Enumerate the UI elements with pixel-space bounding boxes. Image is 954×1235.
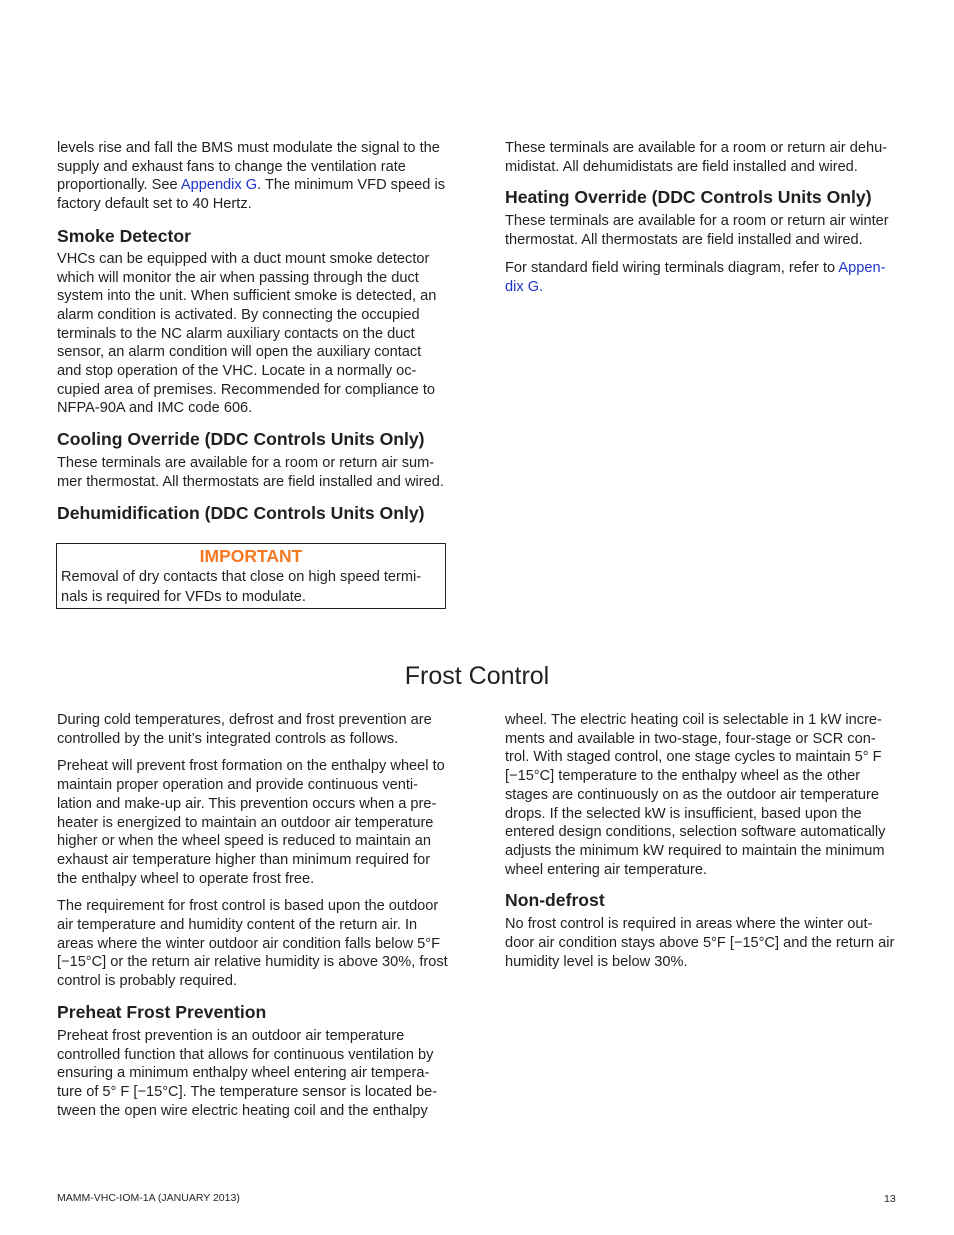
smoke-detector-heading: Smoke Detector xyxy=(57,225,191,246)
appendix-g-link-2[interactable]: Appen-dix G. xyxy=(505,259,886,295)
footer-page-number: 13 xyxy=(884,1193,896,1205)
non-defrost-text: No frost control is required in areas where the winter out-door air condition stays above 5°F [−15°C] and the return air humidity level is below 30%. xyxy=(505,916,895,970)
appendix-g-link[interactable]: Appendix G xyxy=(180,177,258,194)
vfd-paragraph: levels rise and fall the BMS must modulate the signal to the supply and exhaust fans to change the ventilation rate proportionally. See Appendix G. The minimum VFD speed is factory default set to 40 Hertz. xyxy=(57,140,446,213)
frost-control-title: Frost Control xyxy=(404,662,550,690)
important-text: Removal of dry contacts that close on high speed termi-nals is required for VFDs to modulate. xyxy=(61,569,422,605)
preheat-frost-prevention-text: Preheat frost prevention is an outdoor air temperature controlled function that allows for continuous ventilation by ensuring a minimum enthalpy wheel entering air tempera-ture of 5° F [−15°C]. The temperature sensor is located be-tween the open wire electric heating coil and the enthalpy xyxy=(57,1027,438,1119)
preheat-paragraph: Preheat will prevent frost formation on the enthalpy wheel to maintain proper operation and provide continuous venti-lation and make-up air. This prevention occurs when a pre-heater is energized to maintain an outdoor air temperature higher or when the wheel speed is reduced to maintain an exhaust air temperature higher than minimum required for the enthalpy wheel to operate frost free. xyxy=(57,758,445,887)
cooling-override-heading: Cooling Override (DDC Controls Units Only) xyxy=(57,429,425,450)
footer-document-id: MAMM-VHC-IOM-1A (JANUARY 2013) xyxy=(57,1192,240,1204)
left-column-top xyxy=(57,139,449,524)
heating-override-text: These terminals are available for a room or return air winter thermostat. All thermostats are field installed and wired. xyxy=(505,213,889,249)
cooling-override-text: These terminals are available for a room or return air sum-mer thermostat. All thermostats are field installed and wired. xyxy=(57,455,444,490)
non-defrost-heading: Non-defrost xyxy=(505,890,605,911)
frost-intro-paragraph: During cold temperatures, defrost and frost prevention are controlled by the unit’s integrated controls as follows. xyxy=(57,712,432,747)
wiring-diagram-text: For standard field wiring terminals diagram, refer to Appen-dix G. xyxy=(505,259,886,295)
smoke-detector-text: VHCs can be equipped with a duct mount smoke detector which will monitor the air when passing through the duct system into the unit. When sufficient smoke is detected, an alarm condition is activated. By connecting the occupied terminals to the NC alarm auxiliary contacts on the duct sensor, an alarm condition will open the auxiliary contact and stop operation of the VHC. Locate in a normally oc-cupied area of premises. Recommended for compliance to NFPA-90A and IMC code 606. xyxy=(57,250,437,417)
important-notice-box xyxy=(56,543,446,609)
heating-override-heading: Heating Override (DDC Controls Units Only) xyxy=(505,187,872,208)
right-column-top xyxy=(505,139,897,296)
dehumidification-heading: Dehumidification (DDC Controls Units Only) xyxy=(57,502,425,523)
left-column-frost xyxy=(57,711,449,1120)
dehumidistat-text: These terminals are available for a room or return air dehu-midistat. All dehumidistats are field installed and wired. xyxy=(505,140,888,175)
right-column-frost xyxy=(505,711,897,971)
frost-requirement-paragraph: The requirement for frost control is based upon the outdoor air temperature and humidity content of the return air. In areas where the winter outdoor air condition falls below 5°F [−15°C] or the return air relative humidity is above 30%, frost control is probably required. xyxy=(57,898,448,990)
preheat-frost-prevention-heading: Preheat Frost Prevention xyxy=(57,1001,267,1022)
heating-coil-paragraph: wheel. The electric heating coil is selectable in 1 kW incre-ments and available in two-stage, four-stage or SCR con-trol. With staged control, one stage cycles to maintain 5° F [−15°C] temperature to the enthalpy wheel as the other stages are continuously on as the outdoor air temperature drops. If the selected kW is insufficient, based upon the entered design conditions, selection software automatically adjusts the minimum kW required to maintain the minimum wheel entering air temperature. xyxy=(505,712,886,878)
important-title: IMPORTANT xyxy=(199,546,303,566)
